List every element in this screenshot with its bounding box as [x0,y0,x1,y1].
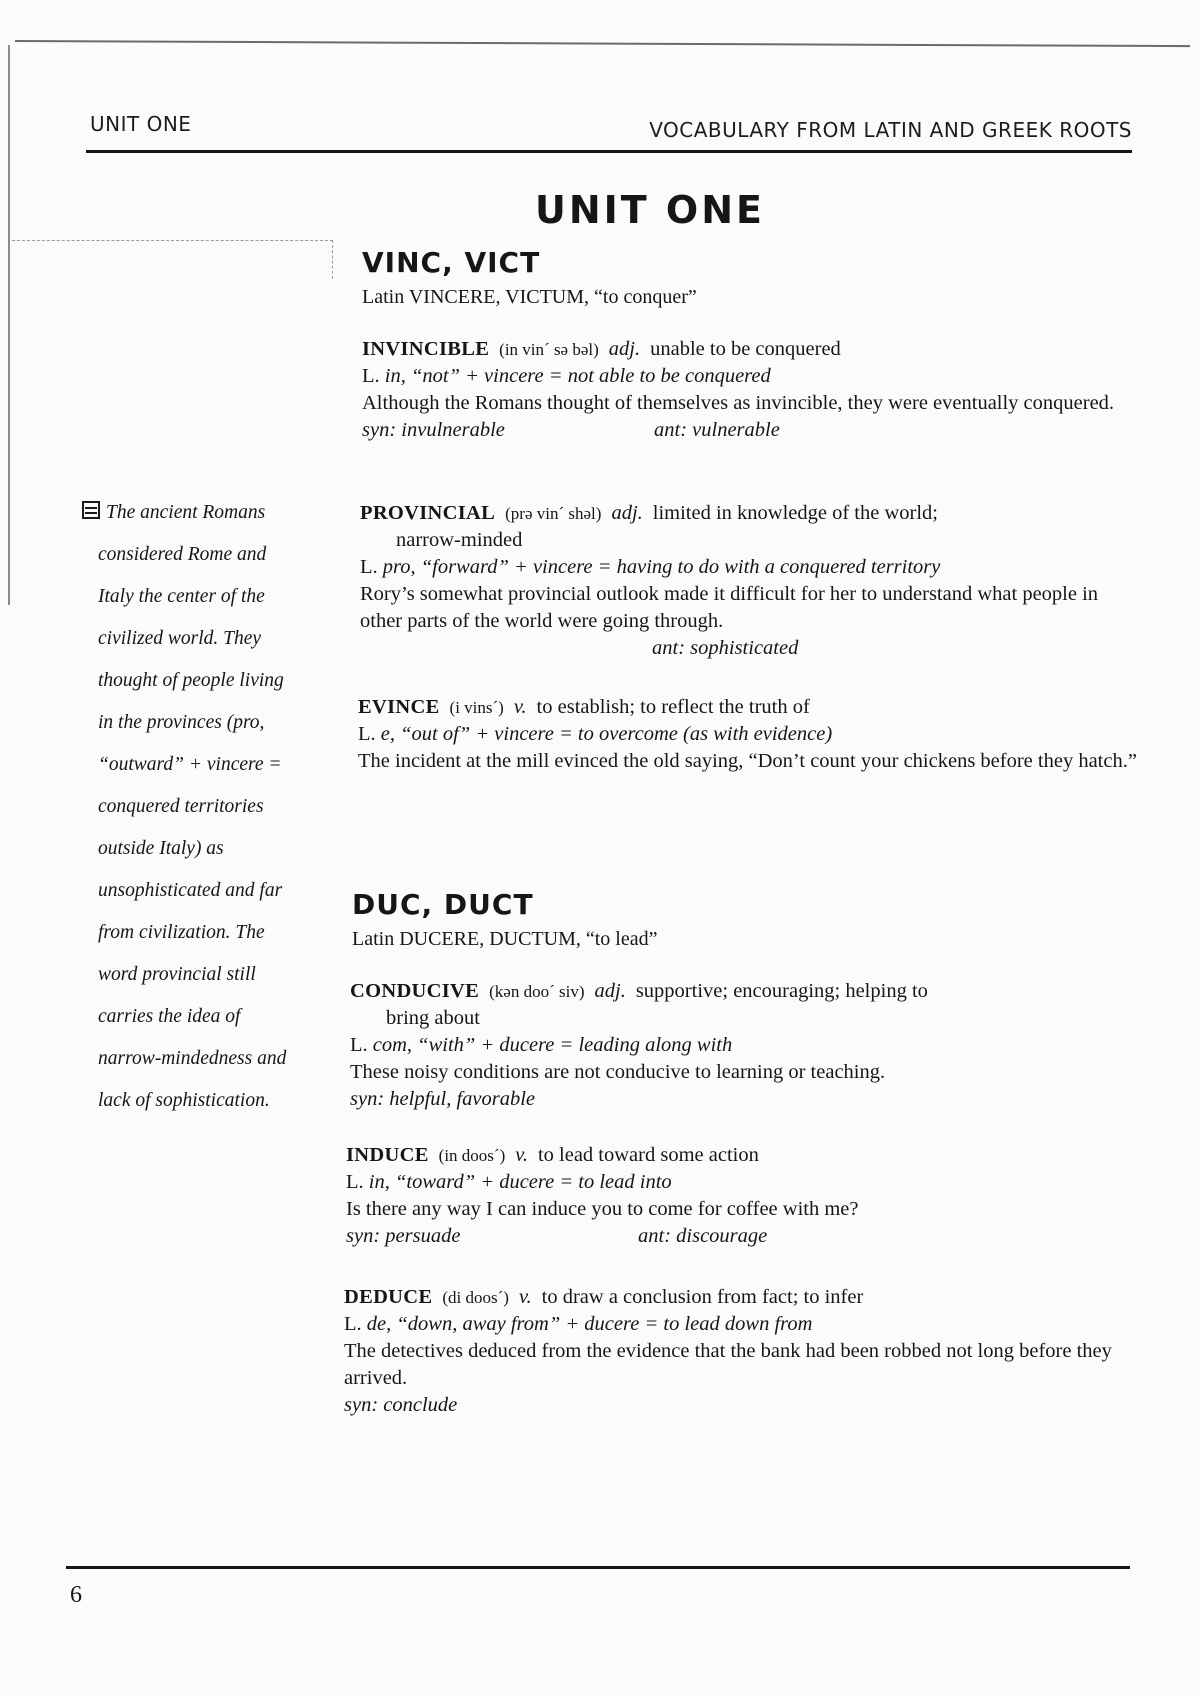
entry-pronunciation: (in vin´ sə bəl) [499,340,599,359]
vocab-entry: INVINCIBLE (in vin´ sə bəl) adj. unable to be conquered L. in, “not” + vincere = not able to be conquered Although the Romans thought of themselves as invincible, they were eventually conquered. syn: invulnerable ant: vulnerable [362,336,1142,444]
root-subtitle: Latin DUCERE, DUCTUM, “to lead” [352,928,658,950]
page-title: UNIT ONE [534,188,765,232]
entry-example: These noisy conditions are not conducive to learning or teaching. [350,1061,886,1083]
vocab-entry: INDUCE (in doos´) v. to lead toward some action L. in, “toward” + ducere = to lead into Is there any way I can induce you to come for coffee with me? syn: persuade ant: discourage [346,1142,1126,1250]
entry-word: INVINCIBLE [362,338,490,360]
entry-example: Rory’s somewhat provincial outlook made it difficult for her to understand what people in other parts of the world were going through. [360,583,1099,632]
sidebar-line: considered Rome and [98,544,267,565]
entry-definition-cont: narrow-minded [396,529,523,551]
entry-synonym: syn: helpful, favorable [350,1088,536,1110]
sidebar-line: from civilization. The [98,922,265,943]
entry-synonym: syn: invulnerable [362,419,505,441]
entry-definition: to draw a conclusion from fact; to infer [541,1286,864,1308]
sidebar-line: unsophisticated and far [98,880,283,901]
entry-example: The incident at the mill evinced the old saying, “Don’t count your chickens before they hatch.” [358,750,1137,772]
sidebar-line: The ancient Romans [82,492,312,534]
sidebar-line: Italy the center of the [98,586,265,607]
sidebar-line: thought of people living [98,670,284,691]
sidebar-line: conquered territories [98,796,264,817]
entry-part-of-speech: adj. [608,338,641,360]
entry-etymology: com, “with” + ducere = leading along with [372,1034,733,1056]
vocab-entry: CONDUCIVE (kən doo´ siv) adj. supportive; encouraging; helping to bring about L. com, “with” + ducere = leading along with These noisy conditions are not conducive to learning or teaching. syn: helpful, favorable [350,978,1130,1113]
note-icon [82,501,100,519]
entry-definition: limited in knowledge of the world; [652,502,939,524]
sidebar-line: carries the idea of [98,1006,241,1027]
scan-edge-left [8,45,10,605]
scan-margin-box [12,240,333,279]
sidebar-line: narrow-mindedness and [98,1048,287,1069]
entry-antonym: ant: discourage [638,1225,768,1247]
entry-pronunciation: (prə vin´ shəl) [505,504,602,523]
entry-synonym: syn: conclude [344,1394,458,1416]
root-subtitle: Latin VINCERE, VICTUM, “to conquer” [362,286,697,308]
vocab-entry: EVINCE (i vins´) v. to establish; to reflect the truth of L. e, “out of” + vincere = to overcome (as with evidence) The incident at the mill evinced the old saying, “Don’t count your chickens before they hatch.” [358,694,1138,775]
entry-definition: to lead toward some action [537,1144,759,1166]
entry-etymology: e, “out of” + vincere = to overcome (as with evidence) [380,723,833,745]
entry-word: DEDUCE [344,1286,433,1308]
entry-example: Is there any way I can induce you to come for coffee with me? [346,1198,859,1220]
entry-word: PROVINCIAL [360,502,496,524]
entry-part-of-speech: adj. [594,980,626,1002]
entry-word: INDUCE [346,1144,429,1166]
root-heading: DUC, DUCT [352,888,534,921]
vocab-entry: PROVINCIAL (prə vin´ shəl) adj. limited in knowledge of the world; narrow-minded L. pro, “forward” + vincere = having to do with a conquered territory Rory’s somewhat provincial outlook made it difficult for her to understand what people in other parts of the world were going through. ant: sophisticated [360,500,1140,662]
sidebar-line: outside Italy) as [98,838,224,859]
entry-synonym: syn: persuade [346,1225,461,1247]
entry-pronunciation: (i vins´) [449,698,504,717]
entry-example: Although the Romans thought of themselves as invincible, they were eventually conquered. [362,392,1115,414]
entry-etymology: pro, “forward” + vincere = having to do with a conquered territory [382,556,941,578]
entry-antonym: ant: vulnerable [654,419,780,441]
entry-word: EVINCE [358,696,440,718]
entry-example: The detectives deduced from the evidence that the bank had been robbed not long before they arrived. [344,1340,1112,1389]
entry-part-of-speech: v. [513,696,527,718]
sidebar-line: word provincial still [98,964,256,985]
entry-part-of-speech: adj. [611,502,643,524]
root-heading: VINC, VICT [362,246,541,279]
running-head-right: VOCABULARY FROM LATIN AND GREEK ROOTS [649,118,1132,142]
entry-pronunciation: (kən doo´ siv) [489,982,585,1001]
entry-pronunciation: (di doos´) [442,1288,509,1307]
entry-antonym: ant: sophisticated [652,637,799,659]
sidebar-note [82,492,312,1122]
entry-word: CONDUCIVE [350,980,480,1002]
entry-pronunciation: (in doos´) [438,1146,506,1165]
sidebar-line: civilized world. They [98,628,262,649]
page-number: 6 [70,1582,82,1608]
entry-definition-cont: bring about [386,1007,480,1029]
entry-etymology: in, “toward” + ducere = to lead into [368,1171,672,1193]
sidebar-line: “outward” + vincere = [98,754,282,775]
entry-part-of-speech: v. [518,1286,532,1308]
entry-definition: to establish; to reflect the truth of [536,696,810,718]
entry-definition: unable to be conquered [650,338,841,360]
header-rule [86,150,1132,153]
vocab-entry: DEDUCE (di doos´) v. to draw a conclusion from fact; to infer L. de, “down, away from” + ducere = to lead down from The detectives deduced from the evidence that the bank had been robbed not long before they arrived. syn: conclude [344,1284,1124,1419]
scan-edge-top [15,40,1190,47]
sidebar-line: lack of sophistication. [98,1090,270,1111]
entry-definition: supportive; encouraging; helping to [635,980,928,1002]
footer-rule [66,1566,1130,1569]
sidebar-line: in the provinces (pro, [98,712,265,733]
running-head-left: UNIT ONE [90,112,192,136]
entry-etymology: in, “not” + vincere = not able to be conquered [384,365,771,387]
entry-etymology: de, “down, away from” + ducere = to lead down from [366,1313,813,1335]
entry-part-of-speech: v. [515,1144,528,1166]
